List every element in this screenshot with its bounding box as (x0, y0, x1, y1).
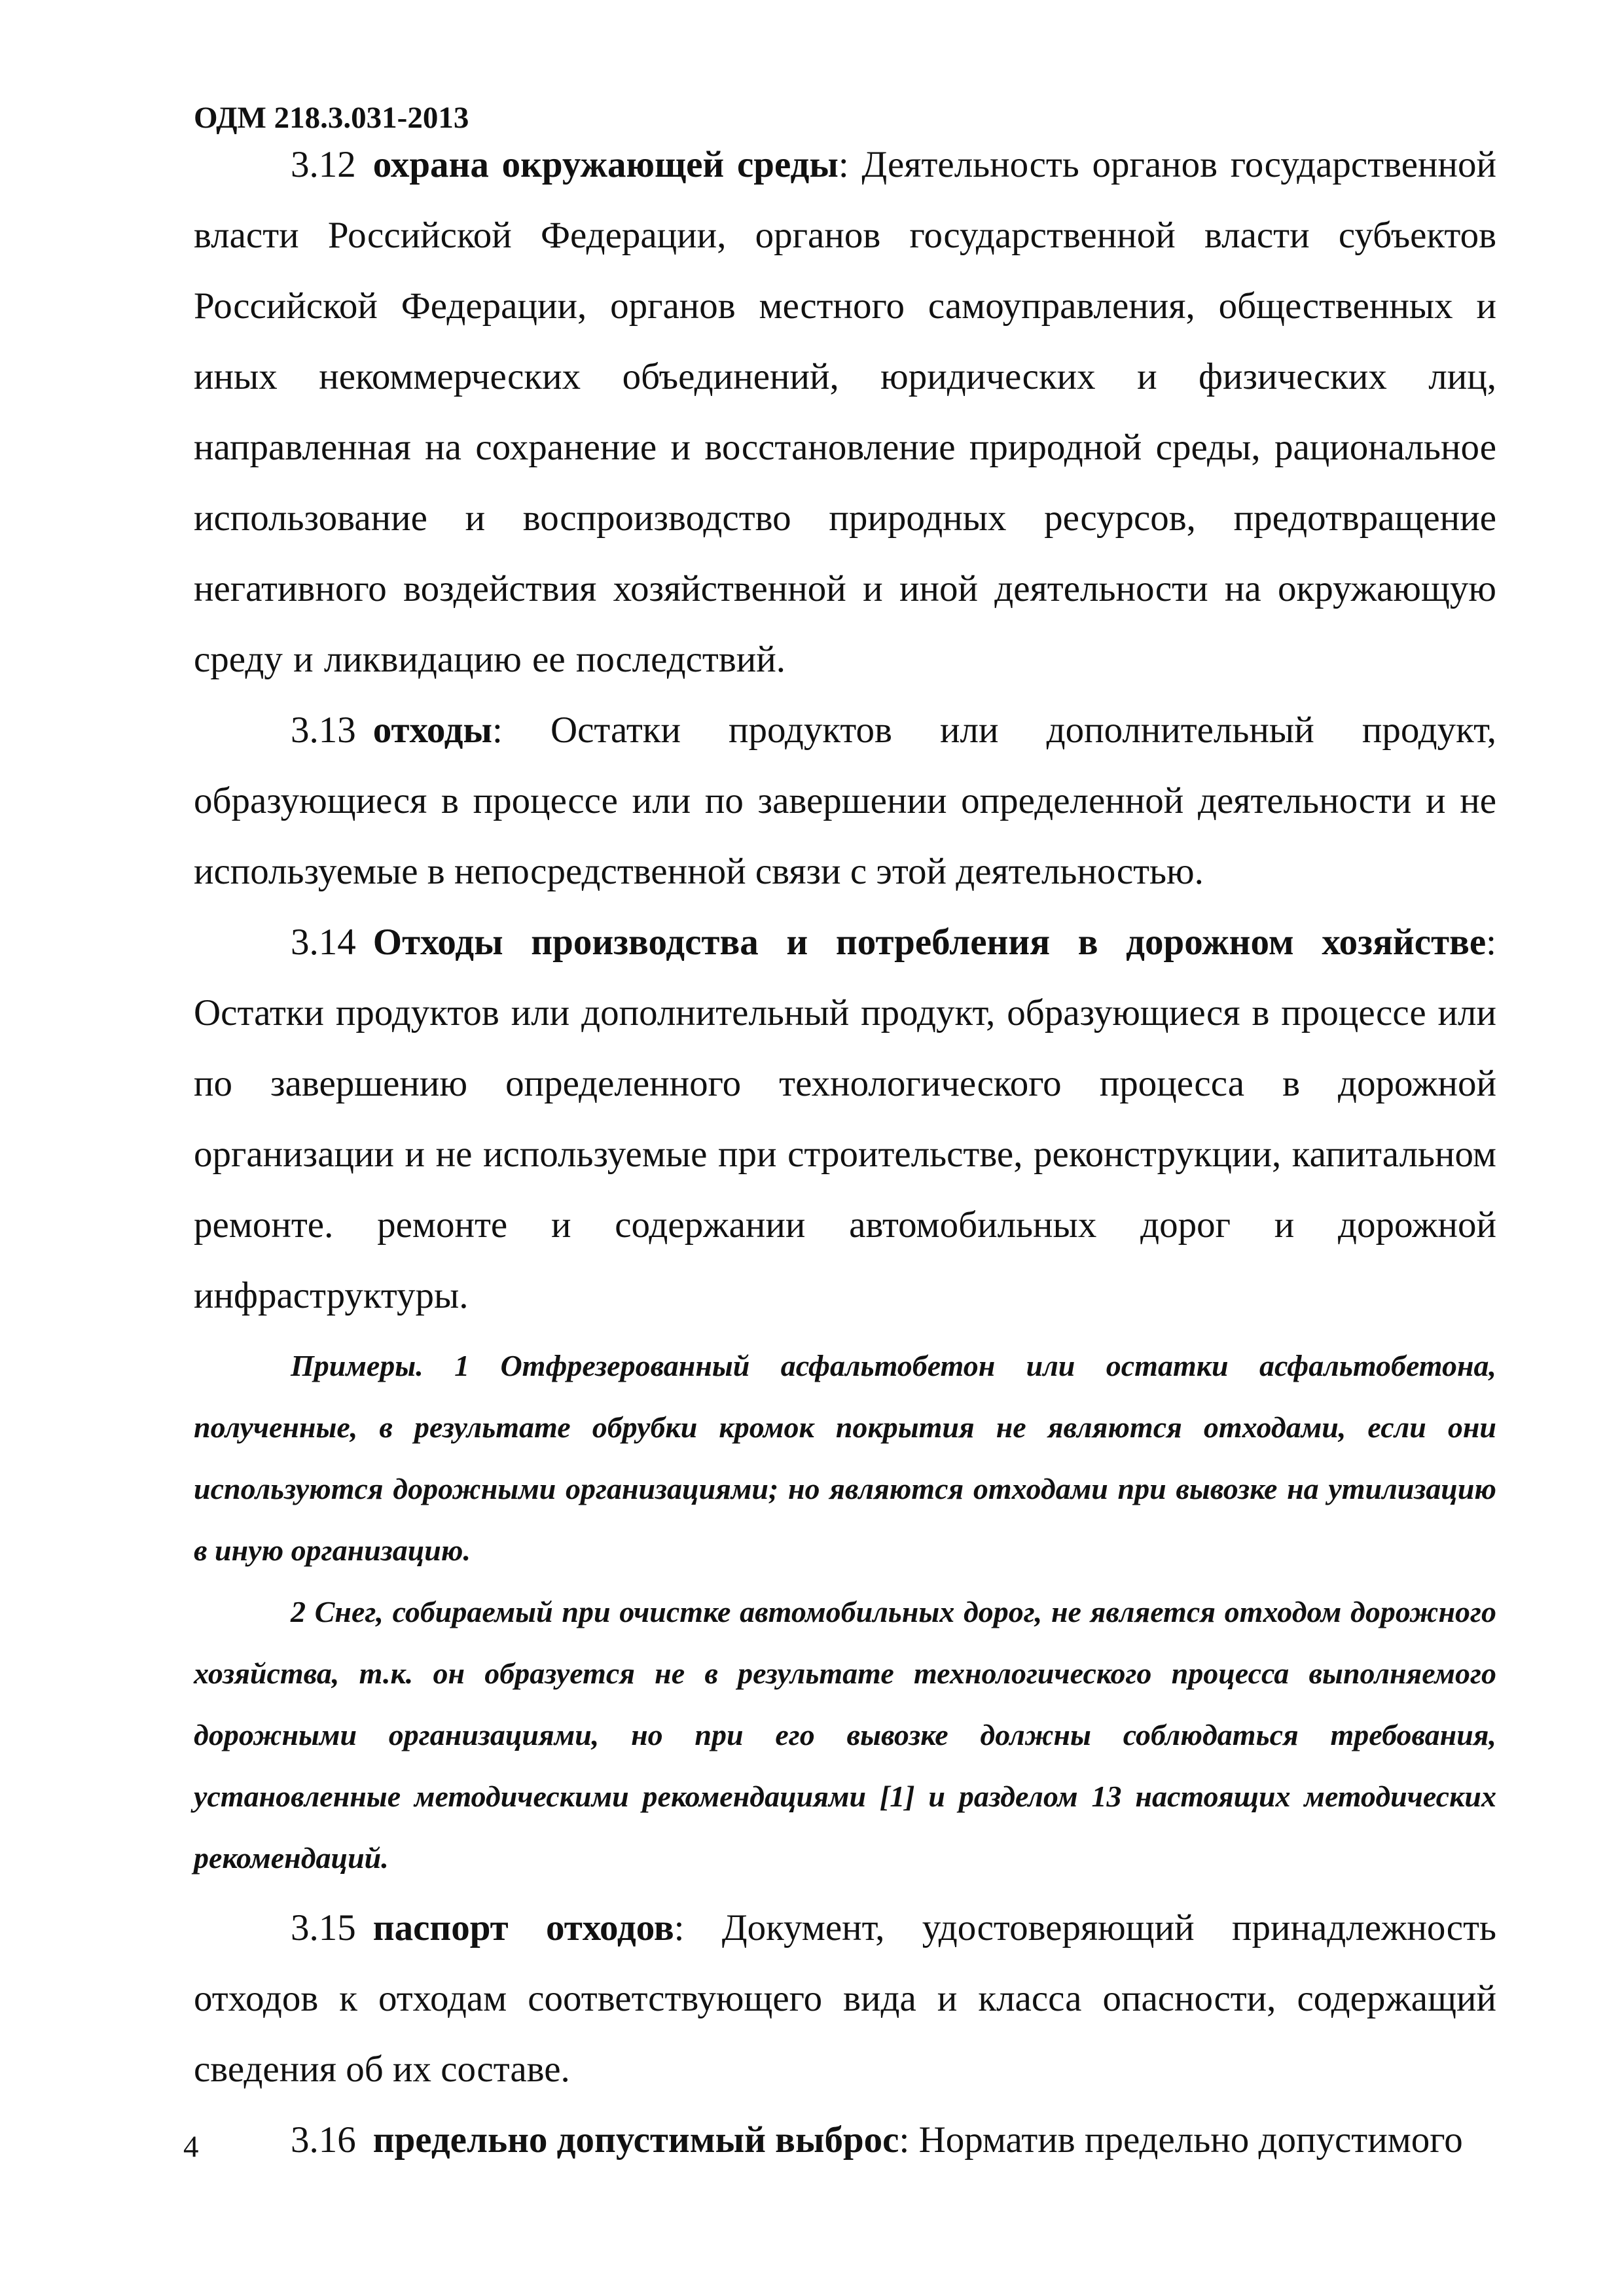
term-separator: : (899, 2119, 910, 2161)
definition-text: Норматив предельно допустимого (909, 2119, 1463, 2161)
defined-term: Отходы производства и потребления в дорожном хозяйстве (372, 922, 1487, 963)
defined-term: предельно допустимый выброс (372, 2119, 899, 2161)
clause-number: 3.14 (291, 922, 356, 963)
document-body (194, 130, 1496, 2176)
defined-term: охрана окружающей среды (372, 144, 839, 185)
definition-text: Остатки продуктов или дополнительный продукт, образующиеся в процессе или по завершению определенного технологического процесса в дорожной организации и не используемые при строительстве, реконструкции, капитальном ремонте. ремонте и содержании автомобильных дорог и дорожной инфраструктуры. (194, 992, 1496, 1316)
definition-text: Остатки продуктов или дополнительный продукт, образующиеся в процессе или по завершении определенной деятельности и не используемые в непосредственной связи с этой деятельностью. (194, 709, 1496, 892)
term-separator: : (674, 1907, 685, 1948)
document-code-header: ОДМ 218.3.031-2013 (194, 101, 469, 135)
definition-text: Деятельность органов государственной власти Российской Федерации, органов государственной власти субъектов Российской Федерации, органов местного самоуправления, общественных и иных некоммерческих объединений, юридических и физических лиц, направленная на сохранение и восстановление природной среды, рациональное использование и воспроизводство природных ресурсов, предотвращение негативного воздействия хозяйственной и иной деятельности на окружающую среду и ликвидацию ее последствий. (194, 144, 1497, 680)
definition-text: Документ, удостоверяющий принадлежность отходов к отходам соответствующего вида и класса опасности, содержащий сведения об их составе. (194, 1907, 1497, 2090)
example-note-1: Примеры. 1 Отфрезерованный асфальтобетон или остатки асфальтобетона, полученные, в результате обрубки кромок покрытия не являются отходами, если они используются дорожными организациями; но являются отходами при вывозке на утилизацию в иную организацию. (194, 1349, 1496, 1567)
clause-number: 3.13 (291, 709, 356, 751)
defined-term: отходы (372, 709, 493, 751)
definition-paragraph-3-15 (194, 1893, 1496, 2105)
definition-paragraph-3-13 (194, 695, 1496, 907)
term-separator: : (1486, 922, 1496, 963)
clause-number: 3.12 (291, 144, 356, 185)
defined-term: паспорт отходов (372, 1907, 674, 1948)
example-note-2: 2 Снег, собираемый при очистке автомобильных дорог, не является отходом дорожного хозяйства, т.к. он образуется не в результате технологического процесса выполняемого дорожными организациями, но при его вывозке должны соблюдаться требования, установленные методическими рекомендациями [1] и разделом 13 настоящих методических рекомендаций. (194, 1595, 1496, 1874)
definition-paragraph-3-12 (194, 130, 1496, 695)
term-separator: : (492, 709, 503, 751)
clause-number: 3.15 (291, 1907, 356, 1948)
definition-paragraph-3-14 (194, 907, 1496, 1331)
page-number: 4 (183, 2130, 199, 2164)
term-separator: : (838, 144, 849, 185)
clause-number: 3.16 (291, 2119, 356, 2161)
definition-paragraph-3-16 (194, 2105, 1496, 2176)
